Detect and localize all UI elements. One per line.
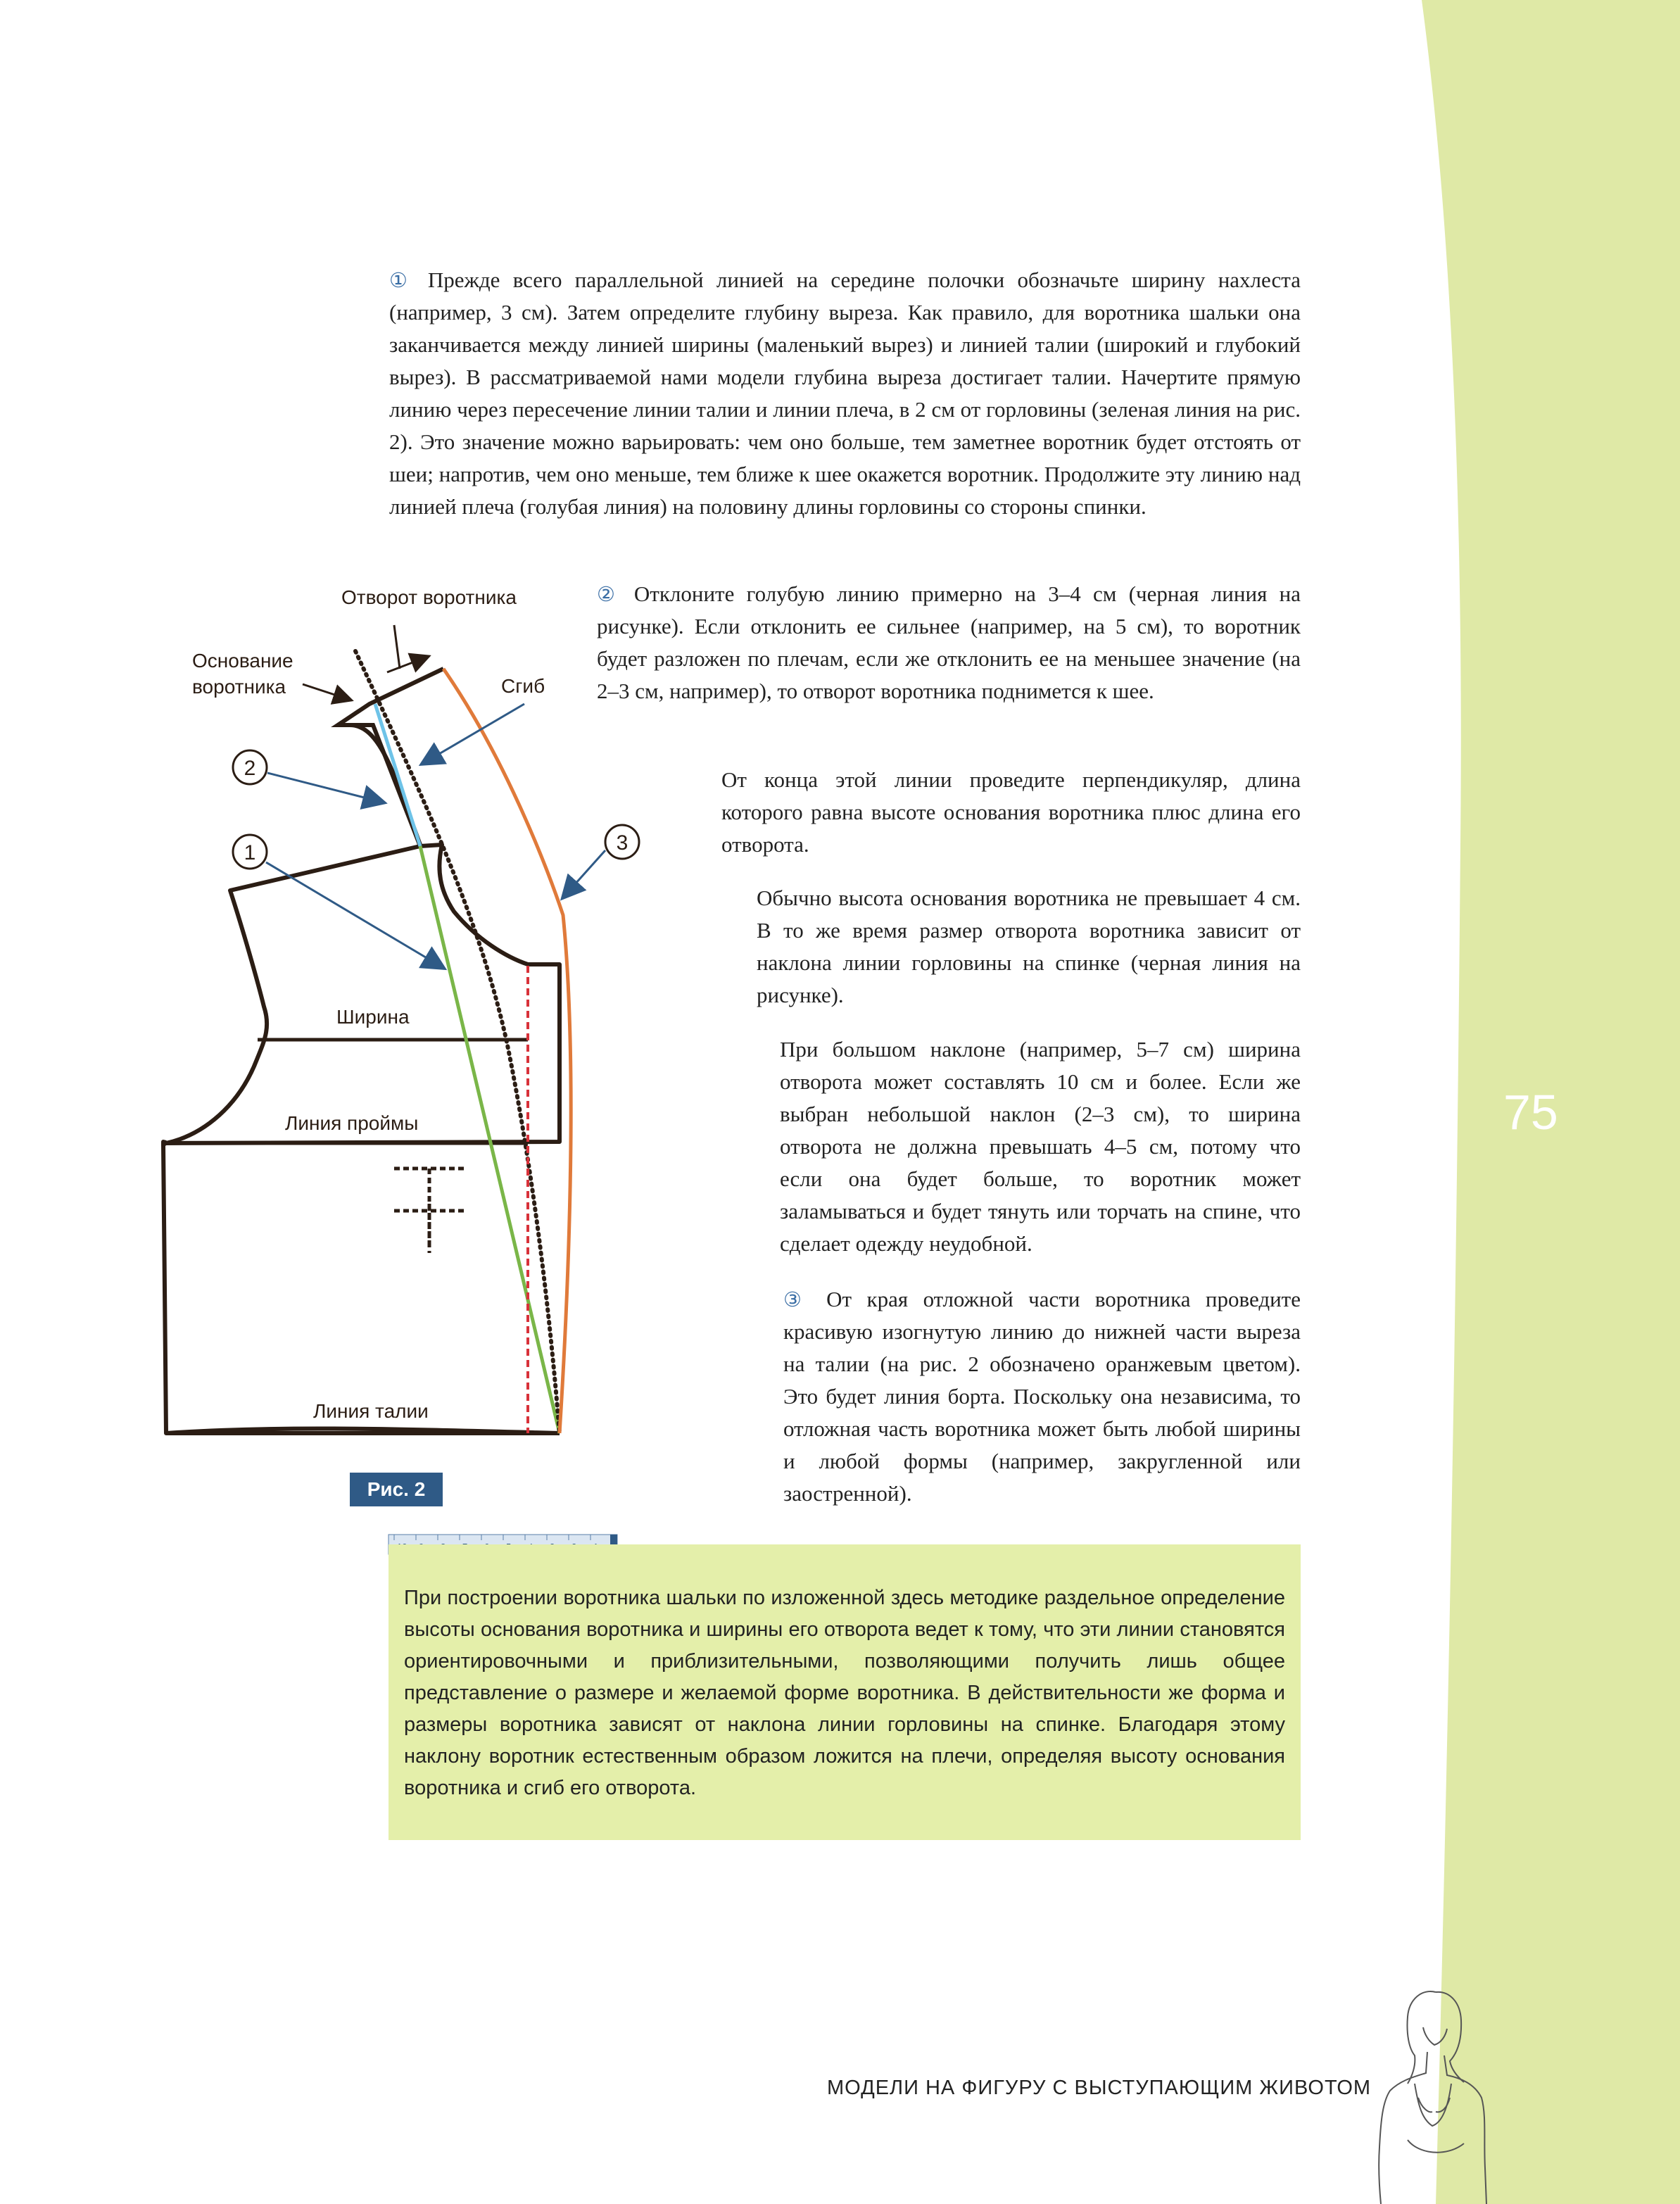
bodice-outline — [163, 845, 560, 1433]
paragraph-6 — [783, 1283, 1301, 1510]
paragraph-2 — [597, 578, 1301, 707]
paragraph-1-text: Прежде всего параллельной линией на середине полочки обозначьте ширину нахлеста (например, 3 см). Затем определите глубину выреза. Как правило, для воротника шальки она заканчивается между линией ширины (маленький вырез) и линией талии (широкий и глубокий вырез). В рассматриваемой нами модели глубина выреза достигает талии. Начертите прямую линию через пересечение линии талии и линии плеча, в 2 см от горловины (зеленая линия на рис. 2). Это значение можно варьировать: чем оно больше, тем заметнее воротник будет отстоять от шеи; напротив, чем оно меньше, тем ближе к шее окажется воротник. Продолжите эту линию над линией плеча (голубая линия) на половину длины горловины со стороны спинки. — [389, 267, 1301, 519]
blue-line — [375, 704, 420, 846]
label-talia: Линия талии — [313, 1400, 429, 1422]
osnovanie-arrow — [303, 684, 352, 700]
callout-2-pointer — [267, 773, 384, 802]
callout-1-pointer — [266, 862, 443, 968]
label-sgib: Сгиб — [501, 675, 545, 697]
paragraph-4 — [757, 882, 1301, 1012]
label-proima: Линия проймы — [285, 1112, 419, 1134]
marker-3: ③ — [783, 1287, 811, 1311]
otvorot-arrow — [387, 656, 429, 672]
figure-label: Рис. 2 — [350, 1473, 443, 1506]
paragraph-5-text: При большом наклоне (например, 5–7 см) ширина отворота может составлять 10 см и более. Если же выбран небольшой наклон (2–3 см), то ширина отворота не должна превышать 4–5 см, потому что если она будет больше, то воротник может заламываться и будет тянуть или торчать на спине, что сделает одежду неудобной. — [780, 1037, 1301, 1256]
paragraph-4-text: Обычно высота основания воротника не превышает 4 см. В то же время размер отворота воротника зависит от наклона линии горловины на спинке (черная линия на рисунке). — [757, 886, 1301, 1007]
section-footer-title: МОДЕЛИ НА ФИГУРУ С ВЫСТУПАЮЩИМ ЖИВОТОМ — [827, 2077, 1372, 2099]
grain-crosshair — [394, 1169, 465, 1253]
paragraph-5 — [780, 1033, 1301, 1260]
otvorot-tick — [394, 625, 400, 669]
page-number: 75 — [1503, 1085, 1558, 1140]
label-osnovanie-2: воротника — [192, 676, 286, 698]
label-shirina: Ширина — [336, 1006, 410, 1028]
callout-3-label: 3 — [616, 831, 629, 855]
paragraph-1 — [389, 264, 1301, 523]
paragraph-3-text: От конца этой линии проведите перпендикуляр, длина которого равна высоте основания воротника плюс длина его отворота. — [721, 767, 1301, 857]
callout-3-pointer — [563, 850, 605, 898]
marker-2: ② — [597, 582, 622, 606]
paragraph-6-text: От края отложной части воротника проведите красивую изогнутую линию до нижней части выреза на талии (на рис. 2 обозначено оранжевым цветом). Это будет линия борта. Поскольку она независима, то отложная часть воротника может быть любой ширины и любой формы (например, закругленной или заостренной). — [783, 1287, 1301, 1506]
callout-1-label: 1 — [244, 841, 256, 864]
collar-pattern-diagram — [155, 577, 629, 1450]
marker-1: ① — [389, 268, 415, 292]
woman-illustration — [1365, 1985, 1492, 2204]
label-osnovanie-1: Основание — [192, 650, 293, 672]
callout-2-label: 2 — [244, 757, 256, 780]
green-line — [420, 846, 560, 1433]
paragraph-3 — [721, 764, 1301, 861]
label-otvorot: Отворот воротника — [341, 586, 517, 608]
orange-front-edge — [443, 669, 571, 1433]
paragraph-2-text: Отклоните голубую линию примерно на 3–4 см (черная линия на рисунке). Если отклонить ее сильнее (например, на 5 см), то воротник будет разложен по плечам, если же отклонить ее на меньшее значение (на 2–3 см, например), то отворот воротника поднимется к шее. — [597, 581, 1301, 703]
info-note: При построении воротника шальки по изложенной здесь методике раздельное определение высоты основания воротника и ширины его отворота ведет к тому, что эти линии становятся ориентировочными и приблизительными, позволяющими получить лишь общее представление о размере и желаемой форме воротника. В действительности же форма и размеры воротника зависят от наклона линии горловины на спинке. Благодаря этому наклону воротник естественным образом ложится на плечи, определяя высоту основания воротника и сгиб его отворота. — [389, 1544, 1301, 1840]
